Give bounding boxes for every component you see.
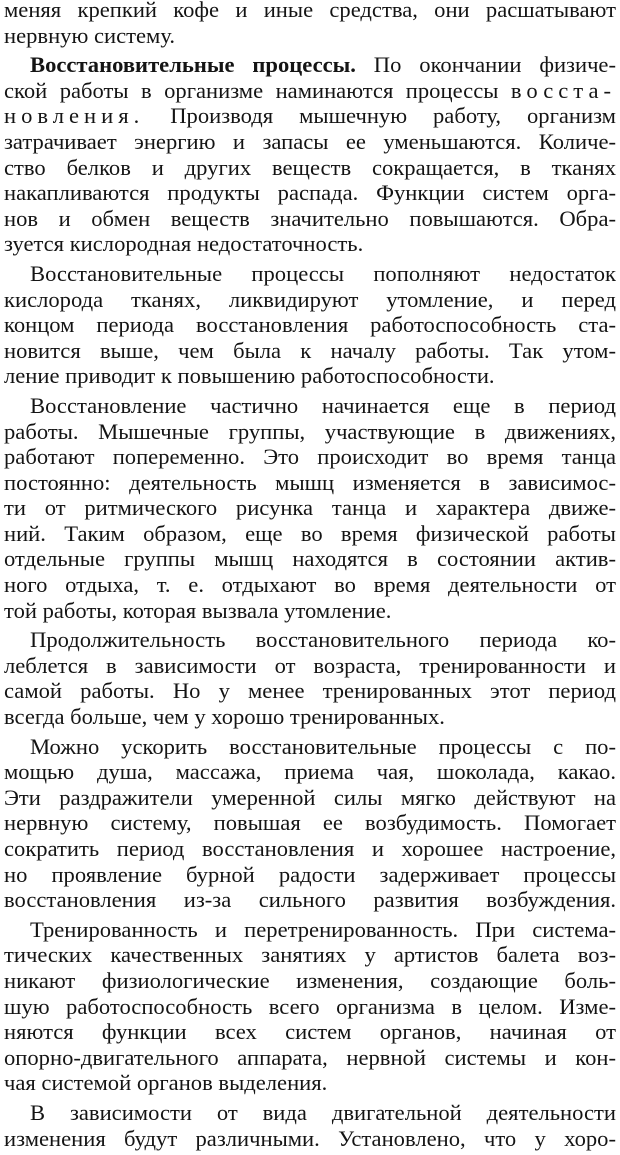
text-line: новится выше, чем была к началу работы. Так утом- (4, 337, 616, 363)
text-line: опорно-двигательного аппарата, нервной системы и кон- (4, 1044, 616, 1070)
text-fragment: Производя мышечную работу, организм (170, 103, 616, 129)
text-line: Можно ускорить восстановительные процессы с по- (30, 733, 616, 759)
text-line: леблется в зависимости от возраста, тренированности и (4, 652, 616, 678)
paragraph (4, 52, 616, 257)
text-line: ство белков и других веществ сокращается, в тканях (4, 154, 616, 180)
paragraph (4, 627, 616, 729)
text-line: восстановления из-за сильного развития возбуждения. (4, 887, 616, 913)
text-line: Восстановление частично начинается еще в период (30, 392, 616, 418)
text-line: концом периода восстановления работоспособность ста- (4, 312, 616, 338)
text-line: зуется кислородная недостаточность. (4, 231, 364, 257)
text-line: мощью душа, массажа, приема чая, шоколада, какао. (4, 759, 616, 785)
text-line: той работы, которая вызвала утомление. (4, 597, 392, 623)
text-line: нов и обмен веществ значительно повышаются. Обра- (4, 205, 616, 231)
text-line: сократить период восстановления и хорошее настроение, (4, 836, 616, 861)
text-line: никают физиологические изменения, создающие боль- (4, 967, 616, 993)
text-line: меняя крепкий кофе и иные средства, они расшатывают (4, 0, 616, 22)
book-page (4, 0, 616, 1155)
text-line: тических качественных занятиях у артистов балета воз- (4, 942, 616, 968)
text-line: накапливаются продукты распада. Функции систем орга- (4, 180, 616, 206)
text-line: чая системой органов выделения. (4, 1070, 328, 1096)
text-line: затрачивает энергию и запасы ее уменьшаются. Количе- (4, 128, 616, 154)
emphasis-spaced: восста- (510, 77, 616, 103)
text-line (4, 103, 616, 129)
text-line (4, 78, 616, 104)
text-line: ти от ритмического рисунка танца и характера движе- (4, 495, 616, 521)
text-fragment: По окончании физиче- (373, 52, 616, 78)
paragraph (4, 261, 616, 389)
paragraph (4, 917, 616, 1096)
text-line: отдельные группы мышц находятся в состоянии актив- (4, 546, 616, 572)
text-line: работы. Мышечные группы, участвующие в движениях, (4, 418, 616, 444)
text-line: постоянно: деятельность мышц изменяется в зависимос- (4, 469, 616, 495)
text-line: изменения будут различными. Установлено, что у хоро- (4, 1125, 616, 1151)
text-line: В зависимости от вида двигательной деятельности (30, 1099, 616, 1125)
text-line: всегда больше, чем у хорошо тренированных. (4, 704, 445, 730)
text-line: нервную систему. (4, 22, 176, 48)
paragraph (4, 1100, 616, 1151)
text-line: ного отдыха, т. е. отдыхают во время деятельности от (4, 572, 616, 598)
text-line: няются функции всех систем органов, начиная от (4, 1019, 616, 1045)
text-line: самой работы. Но у менее тренированных этот период (4, 678, 616, 704)
text-line: Продолжительность восстановительного периода ко- (30, 627, 616, 653)
text-line: работают попеременно. Это происходит во время танца (4, 444, 616, 470)
emphasis-spaced: новления. (4, 103, 145, 129)
section-heading: Восстановительные процессы. (30, 52, 356, 78)
text-line (4, 52, 616, 78)
text-line: шую работоспособность всего организма в целом. Изме- (4, 993, 616, 1019)
text-line: Эти раздражители умеренной силы мягко действуют на (4, 784, 616, 810)
text-line: Восстановительные процессы пополняют недостаток (30, 260, 616, 286)
text-line: ление приводит к повышению работоспособности. (4, 363, 495, 389)
text-line: кислорода тканях, ликвидируют утомление, и перед (4, 286, 616, 312)
text-line: но проявление бурной радости задерживает процессы (4, 861, 616, 887)
paragraph (4, 0, 616, 48)
text-line: ний. Таким образом, еще во время физической работы (4, 520, 616, 546)
text-fragment: ской работы в организме наминаются процессы (4, 77, 499, 103)
paragraph (4, 393, 616, 623)
text-line: Тренированность и перетренированность. При система- (30, 916, 616, 942)
text-line: нервную систему, повышая ее возбудимость. Помогает (4, 810, 616, 836)
paragraph (4, 734, 616, 913)
